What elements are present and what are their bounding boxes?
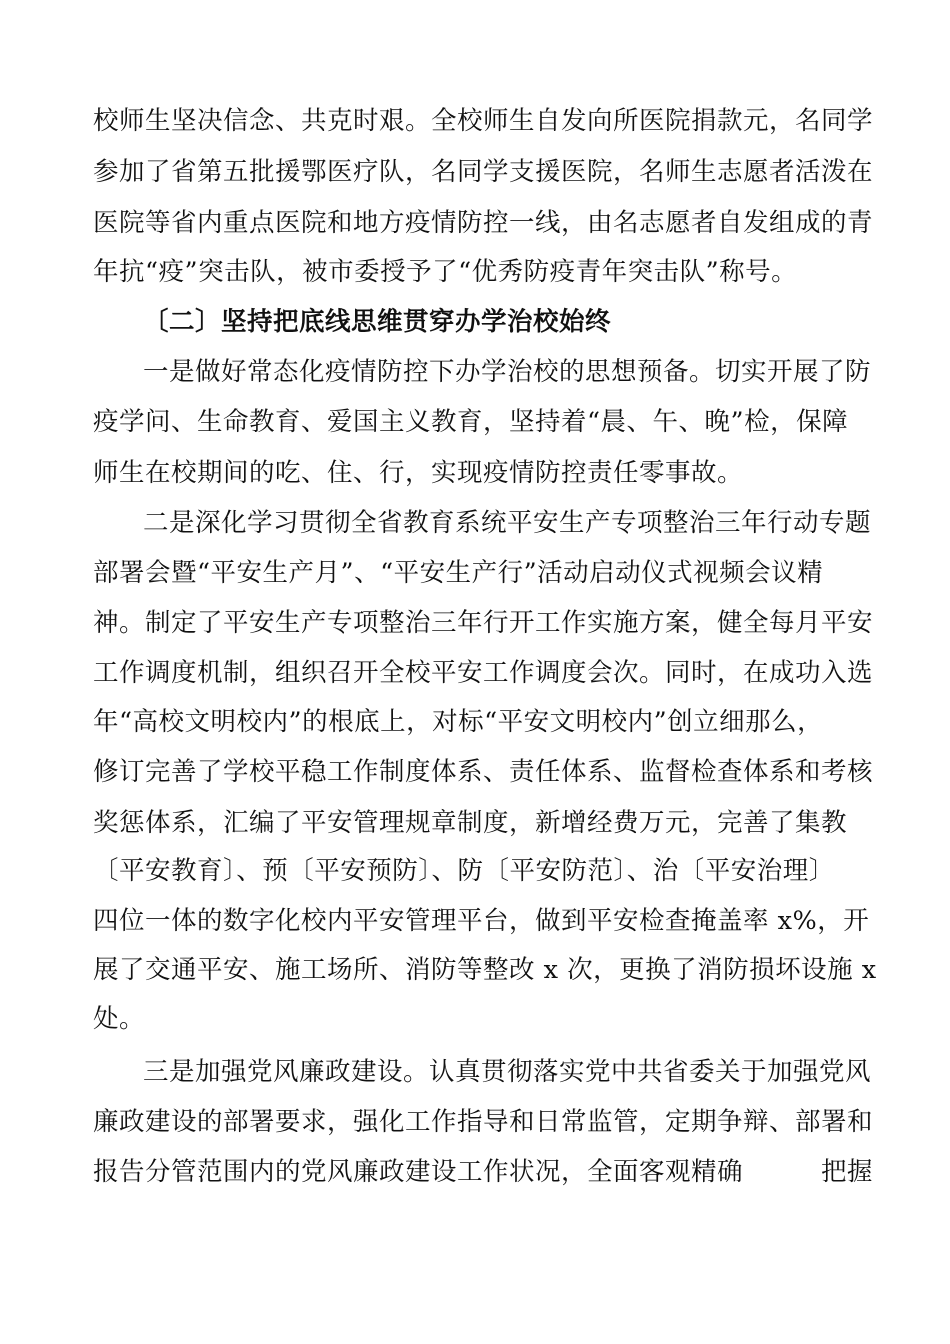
paragraph-line: 三是加强党风廉政建设。认真贯彻落实党中共省委关于加强党风	[143, 1057, 872, 1087]
paragraph-line: 疫学问、生命教育、爱国主义教育，坚持着“晨、午、晚”检，保障	[93, 407, 849, 437]
paragraph-line: 奖惩体系，汇编了平安管理规章制度，新增经费万元，完善了集教	[93, 808, 848, 838]
paragraph-line: 年“高校文明校内”的根底上，对标“平安文明校内”创立细那么，	[93, 707, 824, 737]
paragraph-line: 一是做好常态化疫情防控下办学治校的思想预备。切实开展了防	[143, 357, 872, 387]
section-heading: 〔二〕坚持把底线思维贯穿办学治校始终	[143, 307, 612, 337]
paragraph-line: 报告分管范围内的党风廉政建设工作状况，全面客观精确 把握	[93, 1157, 874, 1187]
paragraph-line: 校师生坚决信念、共克时艰。全校师生自发向所医院捐款元，名同学	[93, 106, 874, 136]
paragraph-line: 处。	[93, 1004, 146, 1034]
paragraph-line: 医院等省内重点医院和地方疫情防控一线，由名志愿者自发组成的青	[93, 208, 874, 238]
paragraph-line: 二是深化学习贯彻全省教育系统平安生产专项整治三年行动专题	[143, 508, 872, 538]
paragraph-line: 参加了省第五批援鄂医疗队，名同学支援医院，名师生志愿者活泼在	[93, 157, 874, 187]
paragraph-line: 〔平安教育〕、预〔平安预防〕、防〔平安防范〕、治〔平安治理〕	[93, 856, 835, 886]
paragraph-line: 部署会暨“平安生产月”、“平安生产行”活动启动仪式视频会议精	[93, 558, 824, 588]
paragraph-line: 修订完善了学校平稳工作制度体系、责任体系、监督检查体系和考核	[93, 757, 874, 787]
paragraph-line: 师生在校期间的吃、住、行，实现疫情防控责任零事故。	[93, 458, 744, 488]
paragraph-line: 工作调度机制，组织召开全校平安工作调度会次。同时，在成功入选	[93, 658, 874, 688]
paragraph-line: 四位一体的数字化校内平安管理平台，做到平安检查掩盖率 x%，开	[93, 906, 870, 936]
paragraph-line: 年抗“疫”突击队，被市委授予了“优秀防疫青年突击队”称号。	[93, 257, 798, 287]
paragraph-line: 展了交通平安、施工场所、消防等整改 x 次，更换了消防损坏设施 x	[93, 955, 877, 985]
paragraph-line: 廉政建设的部署要求，强化工作指导和日常监管，定期争辩、部署和	[93, 1107, 874, 1137]
paragraph-line: 神。制定了平安生产专项整治三年行开工作实施方案，健全每月平安	[93, 608, 874, 638]
